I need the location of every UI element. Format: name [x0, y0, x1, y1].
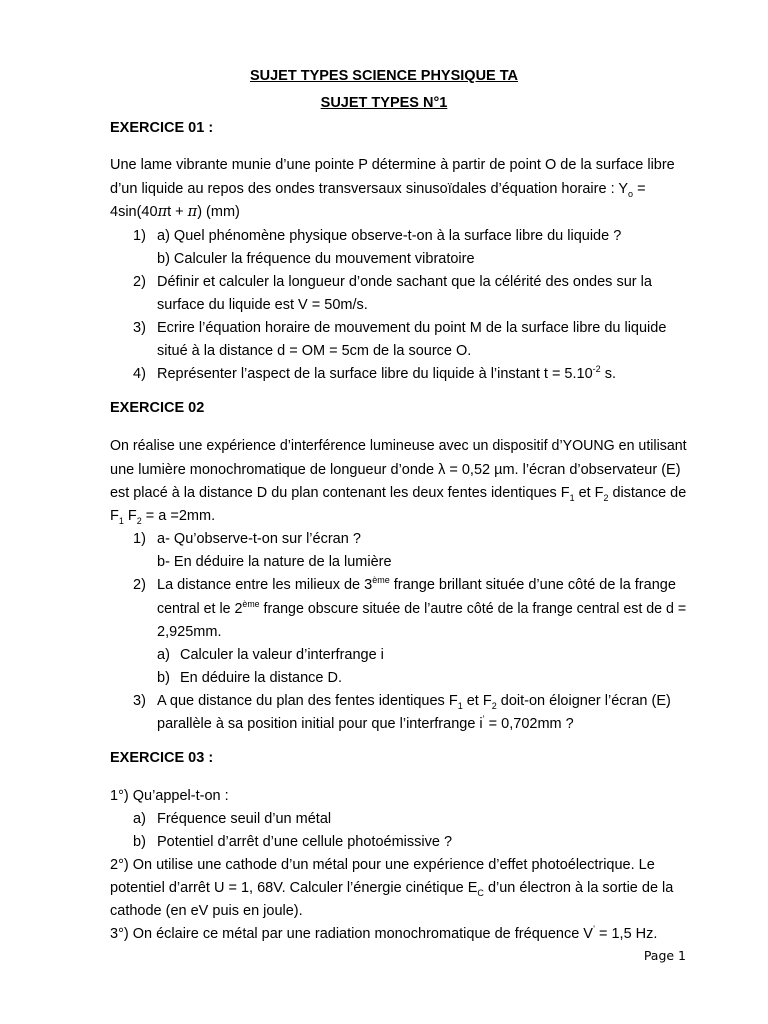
equation-part: t +: [167, 204, 188, 220]
ex3-p1: 1°) Qu’appel-t-on :: [110, 788, 229, 804]
ex2-q2-line1: [157, 576, 676, 594]
pi-symbol: π: [157, 204, 168, 220]
ex1-q1b: b) Calculer la fréquence du mouvement vibratoire: [157, 251, 475, 267]
ex2-q3-text: = 0,702mm ?: [484, 716, 574, 732]
ex2-q1b: b- En déduire la nature de la lumière: [157, 554, 392, 570]
ex1-q4: [157, 365, 616, 383]
subscript: 2: [136, 515, 142, 526]
ex2-q2-text: frange brillant située d’une côté de la frange: [389, 577, 676, 593]
ex2-q1-number: 1): [133, 531, 146, 547]
ex3-p1b: Potentiel d’arrêt d’une cellule photoémissive ?: [157, 834, 453, 850]
ex3-p1b-number: b): [133, 834, 146, 850]
ex2-q3-text: parallèle à sa position initial pour que l’interfrange i: [157, 716, 483, 732]
superscript: ème: [242, 599, 260, 610]
ex1-q4-text: Représenter l’aspect de la surface libre du liquide à l’instant t = 5.10: [157, 366, 593, 382]
ex2-q3-line2: [157, 715, 574, 733]
ex1-q3-line2: situé à la distance d = OM = 5cm de la source O.: [157, 343, 472, 359]
ex1-intro-line1-text: Une lame vibrante munie d’une pointe P détermine à partir de point O de la surface libre: [110, 157, 675, 173]
ex3-p2-line2: [110, 879, 673, 897]
ex2-q2a-number: a): [157, 647, 170, 663]
ex2-line1: On réalise une expérience d’interférence lumineuse avec un dispositif d’YOUNG en utilisant: [110, 438, 687, 454]
subscript: C: [477, 887, 484, 898]
ex3-p2-text: d’un électron à la sortie de la: [483, 880, 674, 896]
ex3-p1a-number: a): [133, 811, 146, 827]
ex3-p3-text: 3°) On éclaire ce métal par une radiation monochromatique de fréquence V: [110, 926, 593, 942]
ex2-q2-text: central et le 2: [157, 601, 243, 617]
ex1-q4-number: 4): [133, 366, 146, 382]
exercise-3-heading: EXERCICE 03 :: [110, 750, 214, 766]
ex1-q4-end: s.: [600, 366, 616, 382]
ex1-intro-line2-end: =: [633, 181, 646, 197]
subscript: 1: [118, 515, 124, 526]
ex1-q2-line1-text: Définir et calculer la longueur d’onde sachant que la célérité des ondes sur la: [157, 274, 652, 290]
ex2-q3-line1: [157, 692, 671, 710]
pi-symbol: π: [187, 204, 198, 220]
ex1-q3-number: 3): [133, 320, 146, 336]
ex2-q3-text: et F: [462, 693, 492, 709]
ex2-line3: [110, 484, 686, 502]
ex2-line4-text: F: [110, 508, 119, 524]
subscript: 2: [491, 700, 497, 711]
ex3-p2-line1: 2°) On utilise une cathode d’un métal pour une expérience d’effet photoélectrique. Le: [110, 857, 655, 873]
y0-subscript: o: [628, 188, 634, 199]
subscript: 2: [603, 492, 609, 503]
ex2-q2-line2: [157, 600, 686, 618]
ex2-q1a: a- Qu’observe-t-on sur l’écran ?: [157, 531, 361, 547]
equation-part: ) (mm): [197, 204, 240, 220]
exercise-2-heading: EXERCICE 02: [110, 400, 205, 416]
ex1-q1-number: 1): [133, 228, 146, 244]
ex1-q2-line2: surface du liquide est V = 50m/s.: [157, 297, 368, 313]
ex1-intro-line1: [110, 156, 686, 174]
ex2-q2b-number: b): [157, 670, 170, 686]
ex2-line3-text: et F: [574, 485, 604, 501]
ex1-q2-line1: [157, 273, 686, 291]
page-number: Page 1: [643, 948, 686, 963]
ex2-q2a: Calculer la valeur d’interfrange i: [180, 647, 384, 663]
ex2-line4: [110, 507, 215, 525]
ex2-line3-text: distance de: [608, 485, 687, 501]
superscript: ème: [372, 575, 390, 586]
ex3-p1a: Fréquence seuil d’un métal: [157, 811, 332, 827]
ex2-q2-number: 2): [133, 577, 146, 593]
ex3-p2-text: potentiel d’arrêt U = 1, 68V. Calculer l’énergie cinétique E: [110, 880, 478, 896]
prime-mark: ’: [482, 714, 485, 725]
ex1-q1a: a) Quel phénomène physique observe-t-on à la surface libre du liquide ?: [157, 228, 622, 244]
ex2-q3-text: doit-on éloigner l’écran (E): [496, 693, 671, 709]
ex2-q2b: En déduire la distance D.: [180, 670, 343, 686]
document-title: SUJET TYPES SCIENCE PHYSIQUE TA: [249, 68, 519, 84]
ex2-q2-text: La distance entre les milieux de 3: [157, 577, 373, 593]
ex1-q2-number: 2): [133, 274, 146, 290]
ex2-line4-text: F: [123, 508, 137, 524]
ex3-p3: [110, 925, 657, 943]
ex1-equation: [110, 203, 240, 221]
prime-mark: ’: [592, 924, 595, 935]
exponent: -2: [592, 364, 601, 375]
exercise-1-heading: EXERCICE 01 :: [110, 120, 214, 136]
subscript: 1: [457, 700, 463, 711]
ex2-line4-text: = a =2mm.: [141, 508, 216, 524]
ex1-intro-line2: [110, 180, 686, 198]
equation-part: 4sin(40: [110, 204, 158, 220]
ex3-p2-line3: cathode (en eV puis en joule).: [110, 903, 303, 919]
ex2-q2-line3: 2,925mm.: [157, 624, 222, 640]
ex2-line2: une lumière monochromatique de longueur d’onde λ = 0,52 µm. l’écran d’observateur (E): [110, 462, 681, 478]
ex2-line3-text: est placé à la distance D du plan contenant les deux fentes identiques F: [110, 485, 570, 501]
document-subtitle: SUJET TYPES N°1: [320, 95, 448, 111]
ex1-intro-line2-text: d’un liquide au repos des ondes transversaux sinusoïdales d’équation horaire : Y: [110, 181, 629, 197]
ex3-p3-text: = 1,5 Hz.: [594, 926, 658, 942]
ex2-q3-text: A que distance du plan des fentes identiques F: [157, 693, 458, 709]
ex1-q3-line1: Ecrire l’équation horaire de mouvement du point M de la surface libre du liquide: [157, 320, 667, 336]
ex2-q2-text: frange obscure située de l’autre côté de la frange central est de d =: [259, 601, 687, 617]
subscript: 1: [569, 492, 575, 503]
ex2-q3-number: 3): [133, 693, 146, 709]
